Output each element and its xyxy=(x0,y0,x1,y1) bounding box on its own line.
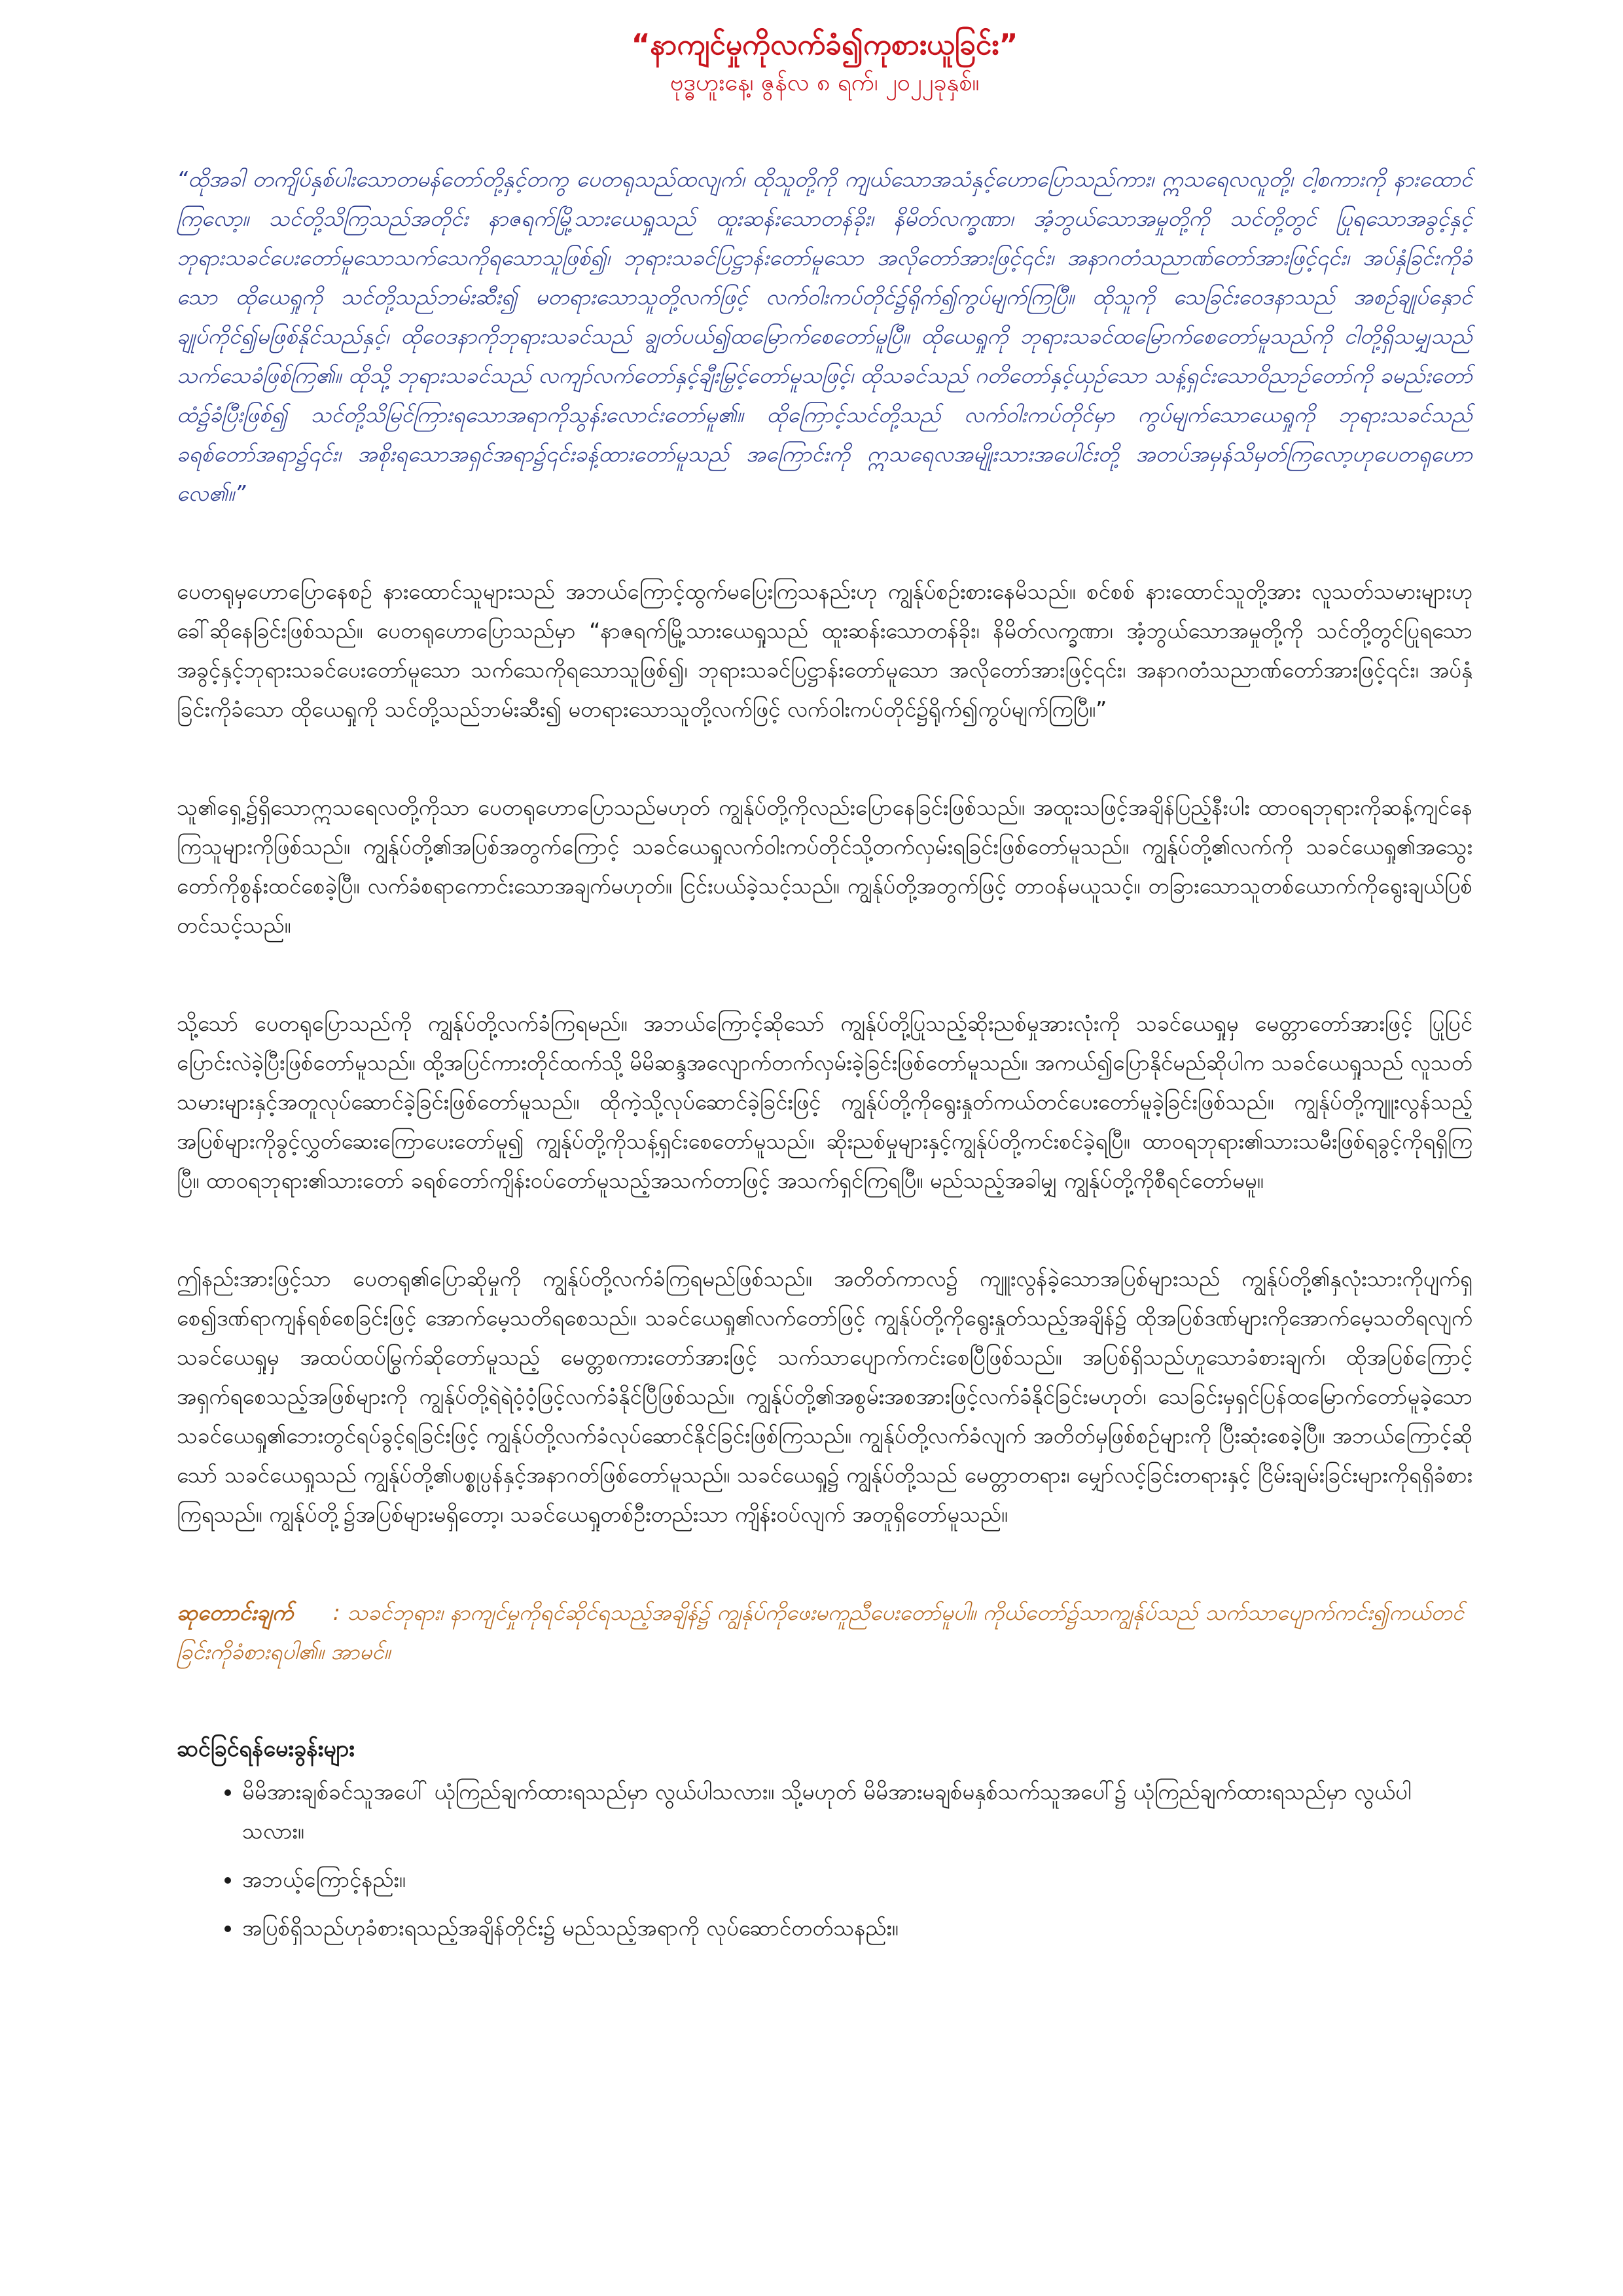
page-title: “နာကျင်မှုကိုလက်ခံ၍ကုစားယူခြင်း” xyxy=(631,28,1018,62)
scripture-passage: “ထိုအခါ တကျိပ်နှစ်ပါးသောတမန်တော်တို့နှင့်တကွ ပေတရုသည်ထလျက်၊ ထိုသူတို့ကို ကျယ်သောအသံနှင့်ဟောပြောသည်ကား၊ ဣသရေလလူတို့၊ ငါ့စကားကို နားထောင်ကြလော့။ သင်တို့သိကြသည်အတိုင်း နာဇရက်မြို့သားယေရှုသည် ထူးဆန်းသောတန်ခိုး၊ နိမိတ်လက္ခဏာ၊ အံ့ဘွယ်သောအမှုတို့ကို သင်တို့တွင် ပြုရသောအခွင့်နှင့် ဘုရားသခင်ပေးတော်မူသောသက်သေကိုရသောသူဖြစ်၍၊ ဘုရားသခင်ပြဋ္ဌာန်းတော်မူသော အလိုတော်အားဖြင့်၎င်း၊ အနာဂတံသညာဏ်တော်အားဖြင့်၎င်း၊ အပ်နှံခြင်းကိုခံသော ထိုယေရှုကို သင်တို့သည်ဘမ်းဆီး၍ မတရားသောသူတို့လက်ဖြင့် လက်ဝါးကပ်တိုင်၌ရိုက်၍ကွပ်မျက်ကြပြီ။ ထိုသူကို သေခြင်းဝေဒနာသည် အစဉ်ချုပ်နှောင်ချုပ်ကိုင်၍မဖြစ်နိုင်သည်နှင့်၊ ထိုဝေဒနာကိုဘုရားသခင်သည် ချွတ်ပယ်၍ထမြောက်စေတော်မူပြီ။ ထိုယေရှုကို ဘုရားသခင်ထမြောက်စေတော်မူသည်ကို ငါတို့ရှိသမျှသည် သက်သေခံဖြစ်ကြ၏။ ထိုသို့ ဘုရားသခင်သည် လကျာ်လက်တော်နှင့်ချီးမြှင့်တော်မူသဖြင့်၊ ထိုသခင်သည် ဂတိတော်နှင့်ယှဉ်သော သန့်ရှင်းသောဝိညာဉ်တော်ကို ခမည်းတော်ထံ၌ခံပြီးဖြစ်၍ သင်တို့သိမြင်ကြားရသောအရာကိုသွန်းလောင်းတော်မူ၏။ ထိုကြောင့်သင်တို့သည် လက်ဝါးကပ်တိုင်မှာ ကွပ်မျက်သောယေရှုကို ဘုရားသခင်သည် ခရစ်တော်အရာ၌၎င်း၊ အစိုးရသောအရှင်အရာ၌၎င်းခန့်ထားတော်မူသည် အကြောင်းကို ဣသရေလအမျိုးသားအပေါင်းတို့ အတပ်အမှန်သိမှတ်ကြလော့ဟုပေတရုဟောလေ၏။” xyxy=(177,166,1472,506)
date-line: ဗုဒ္ဓဟူးနေ့၊ ဇွန်လ ၈ ရက်၊ ၂၀၂၂ခုနှစ်။ xyxy=(669,69,980,96)
question-item: • မိမိအားချစ်ခင်သူအပေါ် ယုံကြည်ချက်ထားရသည်မှာ လွယ်ပါသလား။ သို့မဟုတ် မိမိအားမချစ်မနှစ်သက်သူအပေါ်၌ ယုံကြည်ချက်ထားရသည်မှာ လွယ်ပါသလား။ xyxy=(242,1772,1472,1851)
paragraph-3: သို့သော် ပေတရုပြောသည်ကို ကျွန်ုပ်တို့လက်ခံကြရမည်။ အဘယ်ကြောင့်ဆိုသော် ကျွန်ုပ်တို့ပြုသည့်ဆိုးညစ်မှုအားလုံးကို သခင်ယေရှုမှ မေတ္တာတော်အားဖြင့် ပြုပြင်ပြောင်းလဲခဲ့ပြီးဖြစ်တော်မူသည်။ ထို့အပြင်ကားတိုင်ထက်သို့ မိမိဆန္ဒအလျောက်တက်လှမ်းခဲ့ခြင်းဖြစ်တော်မူသည်။ အကယ်၍ပြောနိုင်မည်ဆိုပါက သခင်ယေရှုသည် လူသတ်သမားများနှင့်အတူလုပ်ဆောင်ခဲ့ခြင်းဖြစ်တော်မူသည်။ ထိုကဲ့သို့လုပ်ဆောင်ခဲ့ခြင်းဖြင့် ကျွန်ုပ်တို့ကိုရွေးနှုတ်ကယ်တင်ပေးတော်မူခဲ့ခြင်းဖြစ်သည်။ ကျွန်ုပ်တို့ကျူးလွန်သည့်အပြစ်များကိုခွင့်လွှတ်ဆေးကြောပေးတော်မူ၍ ကျွန်ုပ်တို့ကိုသန့်ရှင်းစေတော်မူသည်။ ဆိုးညစ်မှုများနှင့်ကျွန်ုပ်တို့ကင်းစင်ခဲ့ရပြီ။ ထာဝရဘုရား၏သားသမီးဖြစ်ရခွင့်ကိုရရှိကြပြီ။ ထာဝရဘုရား၏သားတော် ခရစ်တော်ကျိန်းဝပ်တော်မူသည့်အသက်တာဖြင့် အသက်ရှင်ကြရပြီ။ မည်သည့်အခါမျှ ကျွန်ုပ်တို့ကိုစီရင်တော်မမူ။ xyxy=(177,1011,1472,1193)
prayer-label: ဆုတောင်းချက် xyxy=(177,1600,294,1625)
questions-list xyxy=(177,1772,1472,1948)
paragraph-2: သူ၏ရှေ့၌ရှိသောဣသရေလတို့ကိုသာ ပေတရုဟောပြောသည်မဟုတ် ကျွန်ုပ်တို့ကိုလည်းပြောနေခြင်းဖြစ်သည်။ အထူးသဖြင့်အချိန်ပြည့်နီးပါး ထာဝရဘုရားကိုဆန့်ကျင်နေကြသူများကိုဖြစ်သည်။ ကျွန်ုပ်တို့၏အပြစ်အတွက်ကြောင့် သခင်ယေရှုလက်ဝါးကပ်တိုင်သို့တက်လှမ်းရခြင်းဖြစ်တော်မူသည်။ ကျွန်ုပ်တို့၏လက်ကို သခင်ယေရှု၏အသွေးတော်ကိုစွန်းထင်စေခဲ့ပြီ။ လက်ခံစရာကောင်းသောအချက်မဟုတ်။ ငြင်းပယ်ခဲ့သင့်သည်။ ကျွန်ုပ်တို့အတွက်ဖြင့် တာဝန်မယူသင့်။ တခြားသောသူတစ်ယောက်ကိုရွေးချယ်ပြစ်တင်သင့်သည်။ xyxy=(177,795,1472,938)
paragraph-4: ဤနည်းအားဖြင့်သာ ပေတရု၏ပြောဆိုမှုကို ကျွန်ုပ်တို့လက်ခံကြရမည်ဖြစ်သည်။ အတိတ်ကာလ၌ ကျူးလွန်ခဲ့သောအပြစ်များသည် ကျွန်ုပ်တို့၏နှလုံးသားကိုပျက်ရှစေ၍ဒဏ်ရာကျန်ရစ်စေခြင်းဖြင့် အောက်မေ့သတိရစေသည်။ သခင်ယေရှု၏လက်တော်ဖြင့် ကျွန်ုပ်တို့ကိုရွေးနှုတ်သည့်အချိန်၌ ထိုအပြစ်ဒဏ်များကိုအောက်မေ့သတိရလျက် သခင်ယေရှုမှ အထပ်ထပ်မြွက်ဆိုတော်မူသည့် မေတ္တစကားတော်အားဖြင့် သက်သာပျောက်ကင်းစေပြီဖြစ်သည်။ အပြစ်ရှိသည်ဟူသောခံစားချက်၊ ထိုအပြစ်ကြောင့် အရှက်ရစေသည့်အဖြစ်များကို ကျွန်ုပ်တို့ရဲရဲဝံ့ဝံ့ဖြင့်လက်ခံနိုင်ပြီဖြစ်သည်။ ကျွန်ုပ်တို့၏အစွမ်းအစအားဖြင့်လက်ခံနိုင်ခြင်းမဟုတ်၊ သေခြင်းမှရှင်ပြန်ထမြောက်တော်မူခဲ့သော သခင်ယေရှု၏ဘေးတွင်ရပ်ခွင့်ရခြင်းဖြင့် ကျွန်ုပ်တို့လက်ခံလုပ်ဆောင်နိုင်ခြင်းဖြစ်ကြသည်။ ကျွန်ုပ်တို့လက်ခံလျက် အတိတ်မှဖြစ်စဉ်များကို ပြီးဆုံးစေခဲ့ပြီ။ အဘယ်ကြောင့်ဆိုသော် သခင်ယေရှုသည် ကျွန်ုပ်တို့၏ပစ္စုပ္ပန်နှင့်အနာဂတ်ဖြစ်တော်မူသည်။ သခင်ယေရှု၌ ကျွန်ုပ်တို့သည် မေတ္တာတရား၊ မျှော်လင့်ခြင်းတရားနှင့် ငြိမ်းချမ်းခြင်းများကိုရရှိခံစားကြရသည်။ ကျွန်ုပ်တို့၌အပြစ်များမရှိတော့၊ သခင်ယေရှုတစ်ဦးတည်းသာ ကျိန်းဝပ်လျက် အတူရှိတော်မူသည်။ xyxy=(177,1266,1472,1527)
paragraph-1: ပေတရုမှဟောပြောနေစဉ် နားထောင်သူများသည် အဘယ်ကြောင့်ထွက်မပြေးကြသနည်းဟု ကျွန်ုပ်စဉ်းစားနေမိသည်။ စင်စစ် နားထောင်သူတို့အား လူသတ်သမားများဟုခေါ်ဆိုနေခြင်းဖြစ်သည်။ ပေတရုဟောပြောသည်မှာ “နာဇရက်မြို့သားယေရှုသည် ထူးဆန်းသောတန်ခိုး၊ နိမိတ်လက္ခဏာ၊ အံ့ဘွယ်သောအမှုတို့ကို သင်တို့တွင်ပြုရသော အခွင့်နှင့်ဘုရားသခင်ပေးတော်မူသော သက်သေကိုရသောသူဖြစ်၍၊ ဘုရားသခင်ပြဋ္ဌာန်းတော်မူသော အလိုတော်အားဖြင့်၎င်း၊ အနာဂတံသညာဏ်တော်အားဖြင့်၎င်း၊ အပ်နှံခြင်းကိုခံသော ထိုယေရှုကို သင်တို့သည်ဘမ်းဆီး၍ မတရားသောသူတို့လက်ဖြင့် လက်ဝါးကပ်တိုင်၌ရိုက်၍ကွပ်မျက်ကြပြီ။” xyxy=(177,579,1472,722)
question-item: • အဘယ့်ကြောင့်နည်း။ xyxy=(242,1860,1472,1899)
questions-title: ဆင်ခြင်ရန်မေးခွန်းများ xyxy=(177,1736,355,1762)
prayer-text: : သခင်ဘုရား၊ နာကျင်မှုကိုရင်ဆိုင်ရသည့်အချိန်၌ ကျွန်ုပ်ကိုဖေးမကူညီပေးတော်မူပါ။ ကိုယ်တော်၌သာကျွန်ုပ်သည် သက်သာပျောက်ကင်း၍ကယ်တင်ခြင်းကိုခံစားရပါ၏။ အာမင်။ xyxy=(177,1600,1465,1664)
prayer-block xyxy=(177,1593,1472,1672)
question-item: • အပြစ်ရှိသည်ဟုခံစားရသည့်အချိန်တိုင်း၌ မည်သည့်အရာကို လုပ်ဆောင်တတ်သနည်း။ xyxy=(242,1909,1472,1948)
document-page xyxy=(177,26,1472,1957)
